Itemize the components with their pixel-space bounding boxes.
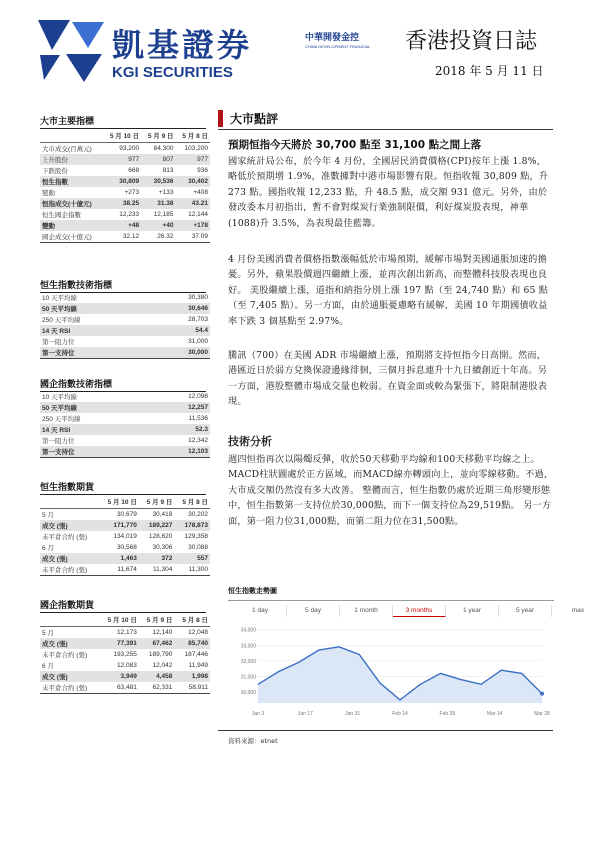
y-tick-label: 33,000 bbox=[240, 643, 256, 650]
table-row: 50 天平均線 30,646 bbox=[42, 305, 208, 313]
table-row: 10 天平均線 30,380 bbox=[42, 294, 208, 302]
table-row: 成交 (張) 171,770 189,227 178,873 bbox=[42, 522, 208, 530]
col-header: 5 月 10 日 bbox=[103, 128, 142, 143]
y-tick-label: 34,000 bbox=[240, 627, 256, 634]
table-row: 第一支持位 12,103 bbox=[42, 448, 208, 456]
technical-paragraph: 週四恒指再次以陽燭反彈，收於50天移動平均線和100天移動平均線之上。 MACD柱狀圖處於正方區域，而MACD線亦轉頭向上，並向零線移動。不過，大市成交額仍然沒有多大改善。 整體而言，恒生指數仍處於近期三角形變形態中，恒生指數第一支持位於30,000點，而下一個支持位為29,519點。 另一方面，第一阻力位31,000點，而第二阻力位在31,500點。 bbox=[228, 454, 554, 527]
table-row: 成交 (張) 77,391 67,462 85,740 bbox=[42, 640, 208, 648]
table-row: 50 天平均線 12,257 bbox=[42, 404, 208, 412]
tab-1-year[interactable]: 1 year bbox=[446, 605, 499, 617]
chart-plot bbox=[228, 619, 554, 719]
table-row: 6 月 30,568 30,306 30,088 bbox=[42, 544, 208, 552]
col-header: 5 月 8 日 bbox=[176, 128, 210, 143]
x-tick-label: Jan 31 bbox=[345, 711, 361, 717]
table-row: 恒生指數 30,809 30,536 30,402 bbox=[42, 178, 208, 186]
area-fill bbox=[258, 647, 542, 703]
source-note: 資料來源：etnet bbox=[228, 737, 278, 745]
hsi-tech-table bbox=[40, 292, 210, 359]
table-row: 14 天 RSI 52.3 bbox=[42, 426, 208, 434]
parent-company-en: CHINA DEVELOPMENT FINANCIAL bbox=[305, 44, 371, 49]
chart-range-tabs bbox=[234, 605, 595, 617]
table-row: 變動 +273 +133 +408 bbox=[42, 189, 208, 197]
table-row: 未平倉合約 (張) 193,255 189,790 187,446 bbox=[42, 651, 208, 659]
hsi-futures-title: 恒生指數期貨 bbox=[40, 480, 206, 495]
chart-title: 恒生指數走勢圖 bbox=[228, 587, 277, 595]
table-row: 大市成交(百萬元) 93,200 84,300 103,200 bbox=[42, 145, 208, 153]
table-row: 未平倉合約 (張) 63,481 62,331 58,911 bbox=[42, 684, 208, 692]
tab-5-year[interactable]: 5 year bbox=[499, 605, 552, 617]
table-row: 未平倉合約 (張) 134,019 128,620 129,358 bbox=[42, 533, 208, 541]
market-indicators-table bbox=[40, 128, 210, 243]
kgi-logo-icon bbox=[32, 10, 110, 88]
table-row: 第一阻力位 12,342 bbox=[42, 437, 208, 445]
table-row: 5 月 12,173 12,140 12,048 bbox=[42, 629, 208, 637]
col-header: 5 月 9 日 bbox=[141, 128, 175, 143]
commentary-paragraph-1: 國家統計局公布，於今年 4 月份，全國居民消費價格(CPI)按年上漲 1.8%，略低於預期增 1.9%，准數據對中港市場影響有限。恒指收報 30,809 點，升 273 點。國指收報 12,233 點，升 48.5 點，成交額 931 億元。另外，由於發改委本月初指出，暫不會對煤炭行業強制限價，利好煤炭股表現，神華(1088)升 3.5%，為表現最佳藍籌。 bbox=[228, 156, 549, 229]
hsce-tech-table bbox=[40, 391, 210, 458]
x-tick-label: Jan 3 bbox=[251, 711, 265, 717]
hsi-chart bbox=[228, 600, 585, 719]
table-row: 250 天平均線 11,536 bbox=[42, 415, 208, 423]
logo-english: KGI SECURITIES bbox=[112, 64, 233, 81]
table-row: 成交 (張) 3,949 4,458 1,998 bbox=[42, 673, 208, 681]
report-title: 香港投資日誌 bbox=[405, 29, 538, 54]
table-row: 5 月 30,679 30,418 30,202 bbox=[42, 511, 208, 519]
divider bbox=[218, 730, 553, 731]
y-tick-label: 30,000 bbox=[240, 690, 256, 697]
tab-5-day[interactable]: 5 day bbox=[287, 605, 340, 617]
tab-3-months[interactable]: 3 months bbox=[393, 605, 446, 617]
commentary-section-title: 大市點評 bbox=[230, 112, 279, 126]
hsce-futures-title: 國企指數期貨 bbox=[40, 598, 206, 613]
table-row: 未平倉合約 (張) 11,674 11,304 11,300 bbox=[42, 566, 208, 574]
parent-company-cn: 中華開發金控 bbox=[305, 33, 360, 43]
table-row: 第一阻力位 31,000 bbox=[42, 338, 208, 346]
hsce-futures-table: 5 月 10 日 5 月 9 日 5 月 8 日 5 月 12,173 12,140 12,048 成交 (張) 77,391 67,462 85,740 未平倉合約 (張) 193,255 189,790 187,446 6 月 12,083 12,042 11,949 成交 (張) 3,949 4,458 1,998 未平倉合約 (張) 63,481 62,331 58,911 bbox=[40, 612, 210, 694]
table-row: 第一支持位 30,000 bbox=[42, 349, 208, 357]
table-row: 下跌股份 668 813 936 bbox=[42, 167, 208, 175]
x-tick-label: Mar 14 bbox=[486, 711, 503, 717]
commentary-paragraph-3: 騰訊（700）在美國 ADR 市場繼續上漲，預期將支持恒指今日高開。然而，港匯近日於弱方兌換保證邊緣徘徊，三個月拆息連升十九日續創近十年高。另一方面，港股整體市場成交量也較弱。在資金面或較為緊張下，將限制港股表現。 bbox=[228, 350, 548, 408]
table-row: 恒指成交(十億元) 38.25 31.38 43.21 bbox=[42, 200, 208, 208]
table-row: 250 天平均線 28,703 bbox=[42, 316, 208, 324]
market-indicators-title: 大市主要指標 bbox=[40, 114, 206, 129]
table-row: 國企成交(十億元) 32.12 26.32 37.09 bbox=[42, 233, 208, 241]
table-row: 6 月 12,083 12,042 11,949 bbox=[42, 662, 208, 670]
tab-max[interactable]: max bbox=[552, 605, 595, 617]
y-tick-label: 32,000 bbox=[240, 658, 256, 665]
divider bbox=[218, 129, 553, 130]
hsce-tech-title: 國企指數技術指標 bbox=[40, 377, 206, 392]
table-row: 恒生國企指數 12,233 12,185 12,144 bbox=[42, 211, 208, 219]
last-point bbox=[540, 692, 544, 696]
table-row: 14 天 RSI 54.4 bbox=[42, 327, 208, 335]
x-tick-label: Jan 17 bbox=[297, 711, 313, 717]
hsi-tech-title: 恒生指數技術指標 bbox=[40, 278, 206, 293]
logo-chinese: 凱基證券 bbox=[112, 26, 253, 64]
table-row: 變動 +48 +40 +178 bbox=[42, 222, 208, 230]
table-row: 上升股份 977 807 977 bbox=[42, 156, 208, 164]
tab-1-month[interactable]: 1 month bbox=[340, 605, 393, 617]
x-tick-label: Mar 28 bbox=[534, 711, 550, 717]
table-row: 成交 (張) 1,463 372 557 bbox=[42, 555, 208, 563]
commentary-headline: 預期恒指今天將於 30,700 點至 31,100 點之間上落 bbox=[228, 139, 482, 151]
x-tick-label: Feb 14 bbox=[392, 711, 408, 717]
tab-1-day[interactable]: 1 day bbox=[234, 605, 287, 617]
y-tick-label: 31,000 bbox=[240, 674, 256, 681]
hsi-futures-table: 5 月 10 日 5 月 9 日 5 月 8 日 5 月 30,679 30,418 30,202 成交 (張) 171,770 189,227 178,873 未平倉合約 (張) 134,019 128,620 129,358 6 月 30,568 30,306 30,088 成交 (張) 1,463 372 557 未平倉合約 (張) 11,674 11,304 11,300 bbox=[40, 494, 210, 576]
x-tick-label: Feb 28 bbox=[439, 711, 456, 717]
table-row: 10 天平均線 12,098 bbox=[42, 393, 208, 401]
section-marker bbox=[218, 110, 223, 127]
technical-title: 技術分析 bbox=[228, 435, 272, 448]
report-date: 2018 年 5 月 11 日 bbox=[435, 64, 544, 78]
commentary-paragraph-2: 4 月份美國消費者價格指數漲幅低於市場預期，緩解市場對美國通脹加速的擔憂。另外，蘋果股價週四繼續上漲，並再次創出新高，而整體科技股表現也良好。 美股繼續上漲，道指和納指分別上漲 197 點（至 24,740 點）和 65 點（至 7,405 點）。另一方面，由於通脹憂慮略有緩解，美國 10 年期國債收益率下跌 3 個基點至 2.97%。 bbox=[228, 254, 549, 327]
